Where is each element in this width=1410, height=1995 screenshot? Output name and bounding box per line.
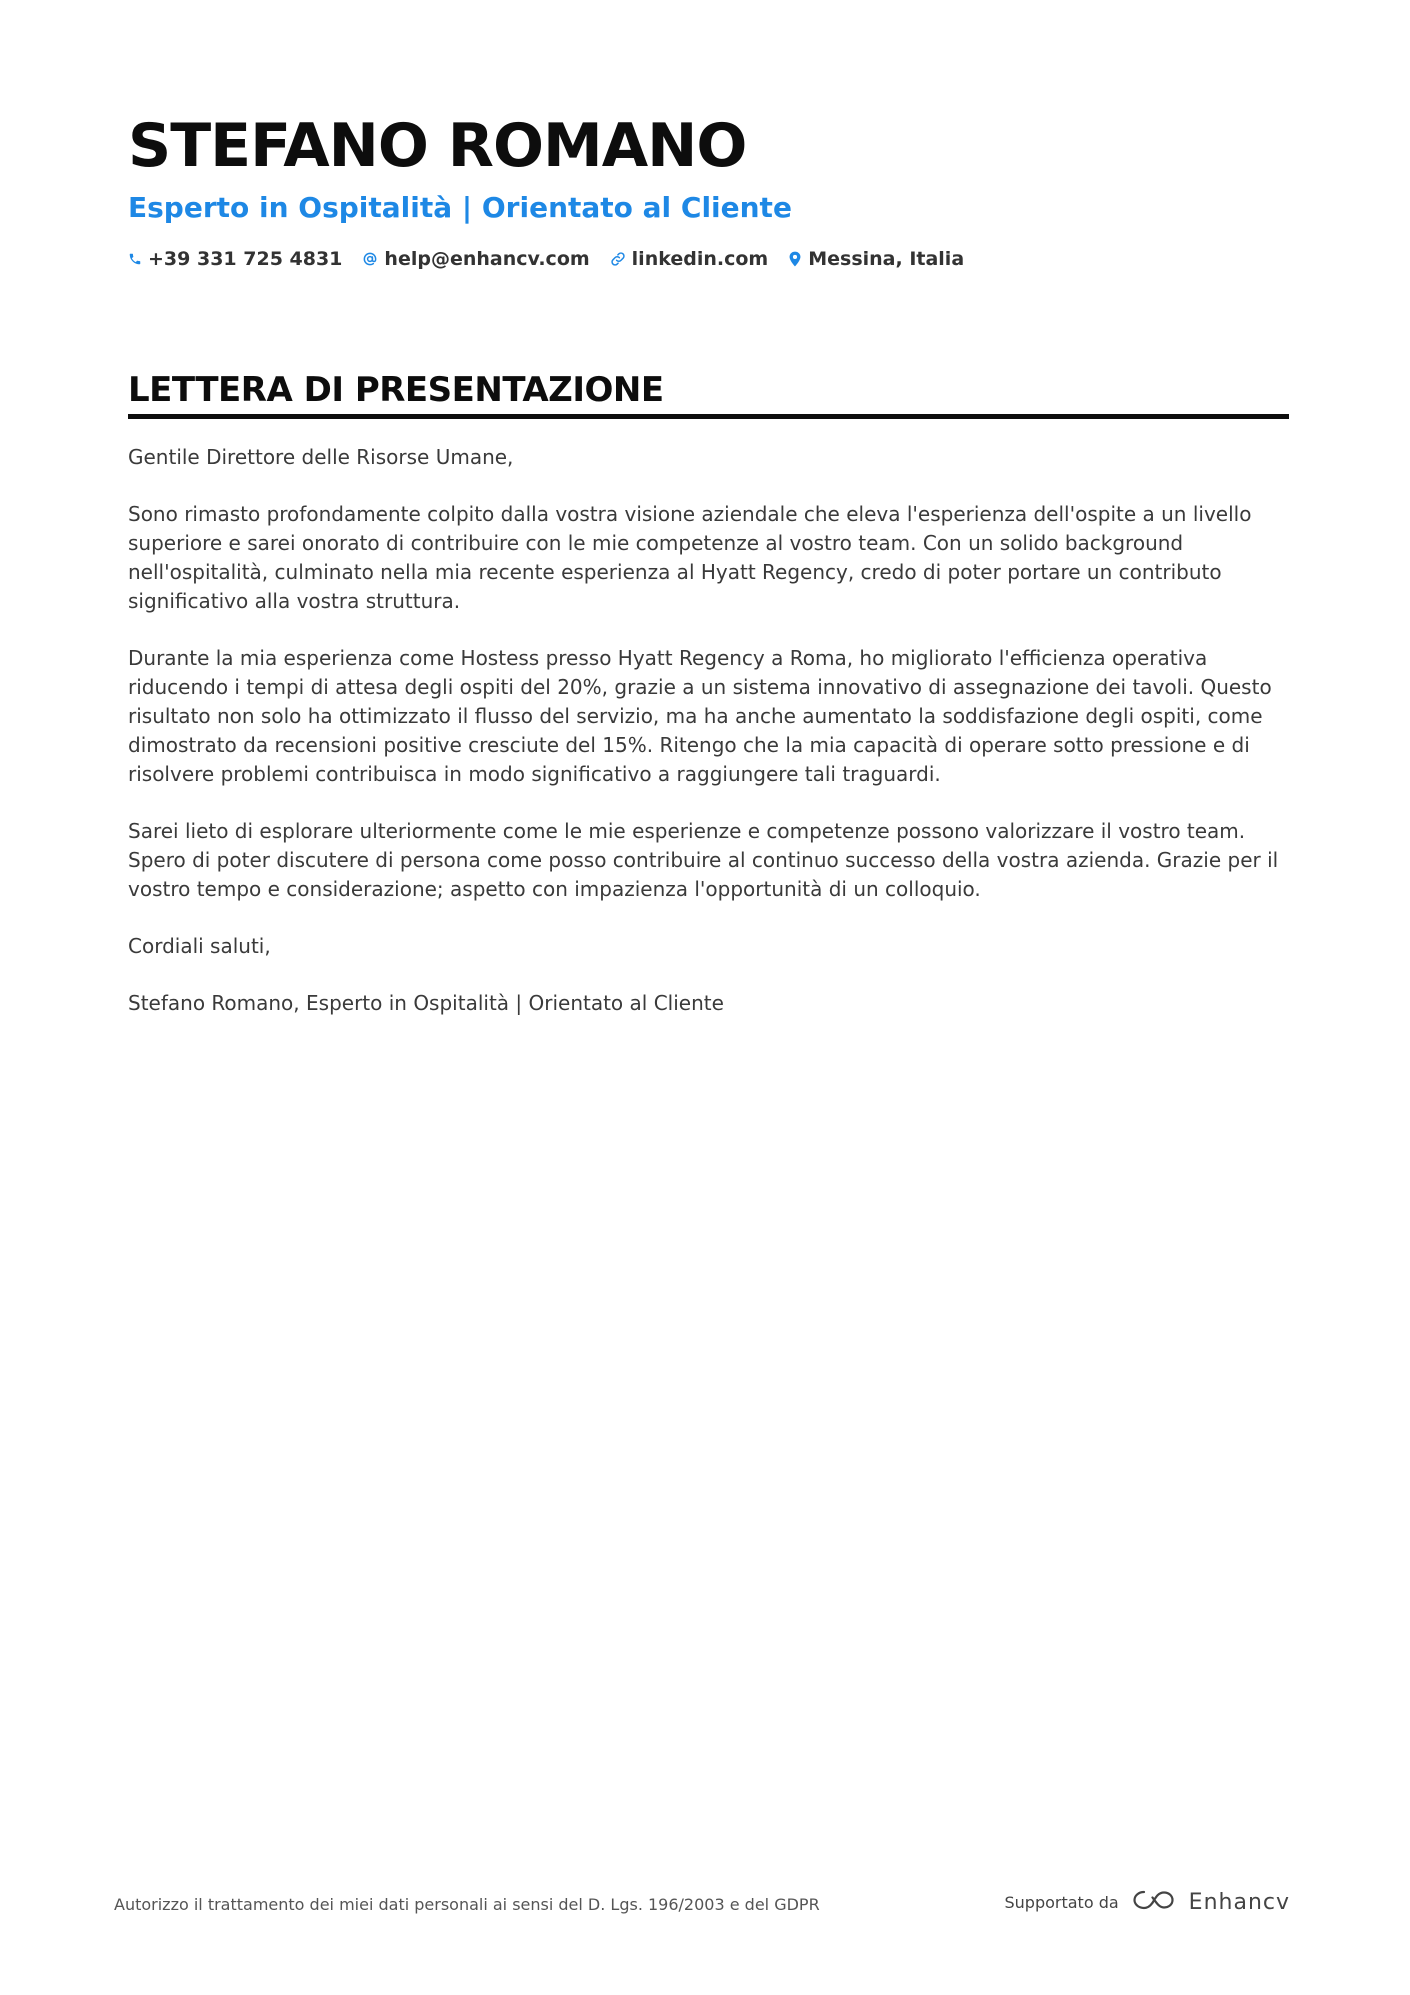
link-text: linkedin.com: [631, 248, 769, 270]
email-text: help@enhancv.com: [384, 248, 590, 270]
location-text: Messina, Italia: [808, 248, 965, 270]
contact-link[interactable]: [610, 248, 769, 270]
cover-letter-section: [128, 368, 1289, 1046]
letter-greeting: Gentile Direttore delle Risorse Umane,: [128, 445, 514, 469]
section-divider: [128, 414, 1289, 419]
letter-body: [128, 443, 1289, 1018]
contact-email[interactable]: [362, 248, 589, 270]
consent-note: Autorizzo il trattamento dei miei dati personali ai sensi del D. Lgs. 196/2003 e del GDPR: [114, 1895, 820, 1914]
contact-bar: [128, 248, 1288, 270]
contact-location: [788, 248, 964, 270]
powered-by: [1005, 1888, 1291, 1916]
map-pin-icon: [788, 251, 802, 267]
candidate-title: Esperto in Ospitalità | Orientato al Cliente: [128, 191, 792, 224]
contact-phone: [128, 248, 342, 270]
link-icon: [610, 251, 626, 267]
enhancv-logo[interactable]: [1131, 1888, 1290, 1916]
candidate-name: STEFANO ROMANO: [128, 111, 747, 181]
enhancv-logo-icon: [1131, 1888, 1177, 1916]
phone-text: +39 331 725 4831: [148, 248, 343, 270]
phone-icon: [128, 252, 142, 266]
letter-closing: Cordiali saluti,: [128, 934, 271, 958]
enhancv-brand-name: Enhancv: [1188, 1889, 1290, 1915]
powered-by-label: Supportato da: [1004, 1892, 1119, 1912]
letter-paragraph: Sarei lieto di esplorare ulteriormente come le mie esperienze e competenze possono valorizzare il vostro team. Spero di poter discutere di persona come posso contribuire al continuo successo della vostra azienda. Grazie per il vostro tempo e considerazione; aspetto con impazienza l'opportunità di un colloquio.: [128, 819, 1279, 901]
letter-signature: Stefano Romano, Esperto in Ospitalità | Orientato al Cliente: [128, 991, 724, 1015]
section-title: LETTERA DI PRESENTAZIONE: [128, 370, 664, 410]
header: [128, 108, 1288, 270]
letter-paragraph: Sono rimasto profondamente colpito dalla vostra visione aziendale che eleva l'esperienza dell'ospite a un livello superiore e sarei onorato di contribuire con le mie competenze al vostro team. Con un solido background nell'ospitalità, culminato nella mia recente esperienza al Hyatt Regency, credo di poter portare un contributo significativo alla vostra struttura.: [128, 502, 1252, 613]
at-icon: [362, 251, 378, 267]
letter-paragraph: Durante la mia esperienza come Hostess presso Hyatt Regency a Roma, ho migliorato l'efficienza operativa riducendo i tempi di attesa degli ospiti del 20%, grazie a un sistema innovativo di assegnazione dei tavoli. Questo risultato non solo ha ottimizzato il flusso del servizio, ma ha anche aumentato la soddisfazione degli ospiti, come dimostrato da recensioni positive cresciute del 15%. Ritengo che la mia capacità di operare sotto pressione e di risolvere problemi contribuisca in modo significativo a raggiungere tali traguardi.: [128, 646, 1272, 786]
